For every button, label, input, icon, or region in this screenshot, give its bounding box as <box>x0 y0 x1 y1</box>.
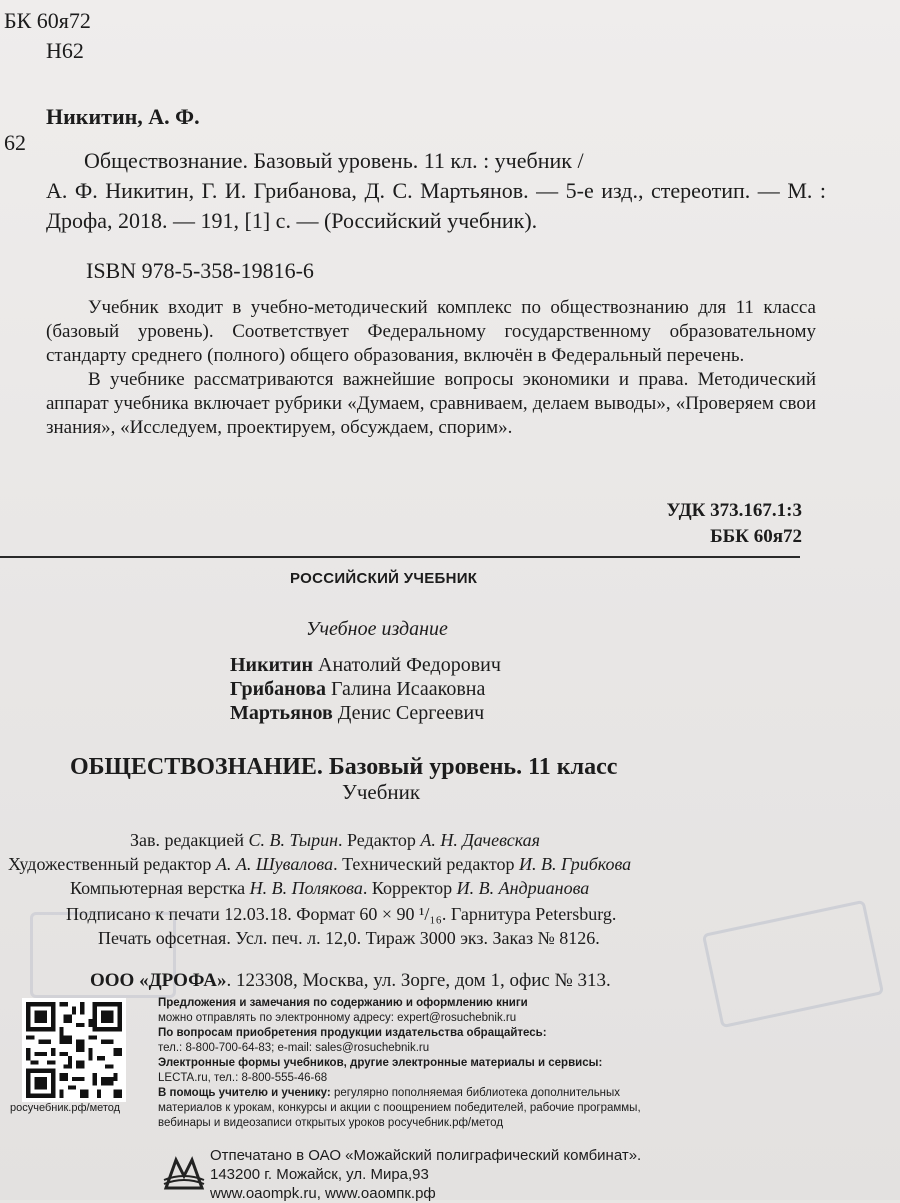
staff-line <box>70 878 589 899</box>
contacts-heading: В помощь учителю и ученику: <box>158 1087 331 1099</box>
contacts-heading: По вопросам приобретения продукции издательства обращайтесь: <box>158 1027 547 1039</box>
staff-role: . Редактор <box>338 830 421 850</box>
author-given-names: Галина Исааковна <box>325 678 486 700</box>
contacts-line: регулярно пополняемая библиотека дополнительных <box>330 1087 621 1099</box>
contacts-line: материалов к урокам, конкурсы и акции с поощрением победителей, рабочие программы, <box>158 1102 641 1114</box>
contacts-heading: Предложения и замечания по содержанию и оформлению книги <box>158 997 528 1009</box>
staff-role: . Технический редактор <box>333 854 519 874</box>
author-line <box>230 702 484 725</box>
qr-caption: росучебник.рф/метод <box>10 1102 121 1114</box>
printer-line: www.oaompk.ru, www.oaoмпк.рф <box>210 1185 436 1202</box>
bib-author: Никитин, А. Ф. <box>46 104 200 129</box>
qr-code-icon <box>22 998 126 1102</box>
author-surname: Мартьянов <box>230 702 333 724</box>
printer-line: Отпечатано в ОАО «Можайский полиграфический комбинат». <box>210 1147 642 1164</box>
contacts-line: тел.: 8-800-700-64-83; e-mail: sales@rosuchebnik.ru <box>158 1042 430 1054</box>
staff-line <box>8 854 631 875</box>
staff-person: А. А. Шувалова <box>215 854 334 874</box>
annotation-paragraph: В учебнике рассматриваются важнейшие вопросы экономики и права. Методический аппарат учебника включает рубрики «Думаем, сравниваем, делаем выводы», «Проверяем свои знания», «Исследуем, проектируем, обсуждаем, спорим». <box>46 369 816 438</box>
contacts-heading: Электронные формы учебников, другие электронные материалы и сервисы: <box>158 1057 603 1069</box>
staff-role: Художественный редактор <box>8 854 216 874</box>
divider <box>0 556 800 558</box>
book-subtitle: Учебник <box>342 780 421 804</box>
bib-code: 62 <box>4 130 26 155</box>
staff-person: Н. В. Полякова <box>249 878 363 898</box>
book-title: ОБЩЕСТВОЗНАНИЕ. Базовый уровень. 11 класс <box>70 754 618 780</box>
staff-person: И. В. Грибкова <box>518 854 632 874</box>
annotation-paragraph: Учебник входит в учебно-методический комплекс по обществознанию для 11 класса (базовый уровень). Соответствует Федеральному государственному образовательному стандарту среднего (полного) общего образования, включён в Федеральный перечень. <box>46 297 816 366</box>
staff-person: И. В. Андрианова <box>456 878 590 898</box>
author-given-names: Анатолий Федорович <box>313 654 501 676</box>
publisher-address-text: . 123308, Москва, ул. Зорге, дом 1, офис № 313. <box>226 970 611 991</box>
printing-plant-logo-icon <box>162 1150 206 1194</box>
author-line <box>230 654 501 677</box>
bbk-code: ББК 60я72 <box>710 526 802 547</box>
author-surname: Грибанова <box>230 678 326 700</box>
bbk-code-top: БК 60я72 <box>4 8 91 33</box>
printer-line: 143200 г. Можайск, ул. Мира,93 <box>210 1166 429 1183</box>
series-name: РОССИЙСКИЙ УЧЕБНИК <box>290 570 478 587</box>
staff-role: Компьютерная верстка <box>70 878 250 898</box>
udk-code: УДК 373.167.1:3 <box>666 500 802 521</box>
bib-record <box>46 146 826 236</box>
staff-person: С. В. Тырин <box>248 830 339 850</box>
contacts-block <box>158 996 778 1131</box>
bib-title-line: Обществознание. Базовый уровень. 11 кл. : учебник / <box>84 148 584 173</box>
contacts-line: LECTA.ru, тел.: 8-800-555-46-68 <box>158 1072 328 1084</box>
annotation <box>46 296 816 440</box>
author-surname: Никитин <box>230 654 313 676</box>
staff-role: Зав. редакцией <box>130 830 249 850</box>
publisher-address <box>90 970 611 992</box>
staff-line <box>130 830 540 851</box>
staff-person: А. Н. Дачевская <box>420 830 541 850</box>
author-line <box>230 678 485 701</box>
print-info: Подписано к печати 12.03.18. Формат 60 × 90 ¹/₁₆. Гарнитура Petersburg. <box>66 904 617 924</box>
staff-role: . Корректор <box>362 878 457 898</box>
author-given-names: Денис Сергеевич <box>332 702 485 724</box>
isbn: ISBN 978-5-358-19816-6 <box>86 258 314 283</box>
edition-type: Учебное издание <box>306 618 448 640</box>
print-info: Печать офсетная. Усл. печ. л. 12,0. Тираж 3000 экз. Заказ № 8126. <box>98 928 600 948</box>
contacts-line: вебинары и видеозаписи открытых уроков росучебник.рф/метод <box>158 1117 504 1129</box>
bib-details: А. Ф. Никитин, Г. И. Грибанова, Д. С. Мартьянов. — 5-е изд., стереотип. — М. : Дрофа, 2018. — 191, [1] с. — (Российский учебник). <box>46 178 826 233</box>
author-mark-top: Н62 <box>46 38 84 63</box>
publisher-name: ООО «ДРОФА» <box>90 970 227 991</box>
printer-info <box>210 1146 641 1203</box>
contacts-line: можно отправлять по электронному адресу: expert@rosuchebnik.ru <box>158 1012 517 1024</box>
